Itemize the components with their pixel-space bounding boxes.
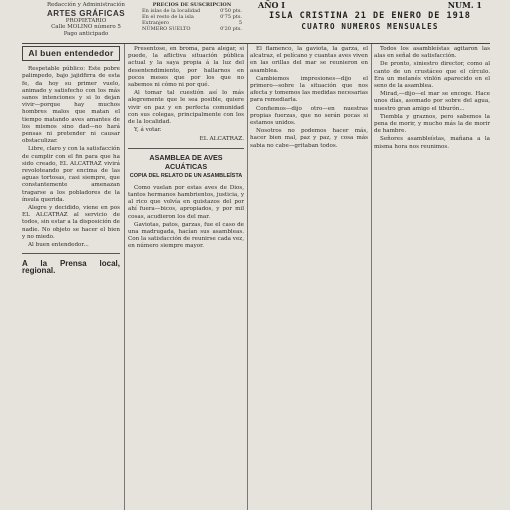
publisher-line: PROPIETARIO (65, 17, 107, 24)
publisher-address: Calle MOLINO número 5 (51, 24, 121, 30)
paragraph: Al buen entendedor... (28, 242, 89, 249)
paragraph: Gaviotas, patos, garzas, fue el caso de una madrugada, hacían sus asambleas. Con la satisfacción de reunirse cada vez, en número siempre mayor. (128, 221, 244, 250)
masthead-publisher (30, 2, 142, 37)
paragraph: Alegre y decidido, viene en pos EL ALCATRAZ al servicio de todos, sin estar a la disposición de nadie. No objeto se hacer el bien y no miedo. (22, 205, 120, 240)
publisher-note: Pago anticipado (63, 30, 109, 37)
paragraph: Cambiemos impresiones—dijo el primero—sobre la situación que nos afecta y tomemos las medidas necesarias para remediarla. (250, 75, 368, 104)
paragraph: Confiemos—dijo otro—en nuestras propias fuerzas, que no serán pocas si estamos unidos. (250, 105, 368, 127)
paragraph: Al tomar tal cuestión así lo más alegremente que le sea posible, quiere vivir en paz y en perfecta comunidad con sus colegas, principalmente con los de la localidad. (128, 90, 244, 126)
column-4 (374, 46, 490, 152)
column-divider (247, 44, 248, 510)
article-subtitle: COPIA DEL RELATO DE UN ASAMBLEÍSTA (129, 172, 243, 179)
paragraph: Todos los asambleístas agitaron las alas en señal de satisfacción. (374, 46, 490, 60)
column-3 (250, 46, 368, 151)
paragraph: Señores asambleístas, mañana a la misma hora nos reunimos. (374, 136, 490, 150)
paragraph: Y, á votar. (134, 127, 162, 134)
issue-year-number (250, 0, 490, 10)
price-row: En el resto de la isla 0'75 pts. (142, 14, 242, 20)
frequency: CUATRO NUMEROS MENSUALES (301, 22, 439, 31)
paragraph: Tiembla y graznos, pero sabemos la pena de morir, y mucho más la de morir de hambre. (374, 113, 490, 135)
section-title: A la Prensa local, regional. (22, 259, 120, 276)
column-1 (22, 46, 120, 275)
price-row: En islas de la localidad 0'50 pts. (142, 8, 242, 14)
publisher-line: Redacción y Administración (47, 2, 125, 8)
issue-info (250, 0, 490, 31)
price-row: NÚMERO SUELTO 0'20 pts. (142, 26, 242, 32)
price-row: Extranjero 5 (142, 20, 242, 26)
issue-year: AÑO I (258, 0, 286, 10)
paragraph: El flamenco, la gaviota, la garza, el alcatraz, el pelícano y cuantas aves viven en las orillas del mar se reunieron en asamblea. (250, 46, 368, 74)
article-title: ASAMBLEA DE AVES ACUÁTICAS (149, 152, 223, 171)
masthead-rule (22, 43, 490, 44)
paragraph: Respetable público: Este pobre palimpedo, bajo jajidfirra de esta fe, da hoy su primer vuelo, animado y satisfecho con los más sanos intenciones y si lo dejan vivir—porque hay muchos hombres malos que matan el tiempo matando aves amantes de los mismos sino dad—no hará pensas ni pretender ni causar obstaculizar. (22, 66, 120, 145)
paragraph: Mirad,—dijo—el mar se encoge. Hace unos días, asomado por sobre del agua, nuestro gran amigo el tiburón... (374, 91, 490, 112)
subscription-heading: PRECIOS DE SUSCRIPCION (152, 2, 232, 8)
separator (128, 148, 244, 149)
masthead (0, 0, 510, 44)
paragraph: Nosotros no podemos hacer más, hacer bien mal, paz y paz, y cosa más sabia no cabe—gritaban todos. (250, 128, 368, 149)
subscription-prices (142, 2, 242, 32)
publisher-name: ARTES GRÁFICAS (46, 8, 126, 18)
paragraph: Presentose, en broma, para alegar, si puede, la aflictiva situación pública actual y la saya propia á la luz del desentendimiento, por hallarnos en pocos meses que por los que no sabemos ni cómo ni por qué. (128, 46, 244, 89)
column-2 (128, 46, 244, 252)
separator (22, 253, 120, 254)
column-divider (371, 44, 372, 510)
column-divider (124, 44, 125, 510)
paragraph: Como vuelan por estas aves de Dios, tantos hermanos hambrientos, justicia, y al rico que volvía en quistazos del por ahí fuera—bicos, apropiados, y por mil cosas, acudieron los del mar. (128, 184, 244, 220)
paragraph: De pronto, siniestro director, como al canto de un crustáceo que el círculo. Era un melanés vinlón aparecido en el seno de la asamblea. (374, 61, 490, 90)
signature: EL ALCATRAZ. (199, 136, 244, 143)
dateline: ISLA CRISTINA 21 DE ENERO DE 1918 (269, 11, 471, 21)
article-title: Al buen entendedor (22, 46, 120, 61)
paragraph: Libre, claro y con la satisfacción de cumplir con el fin para que ha sido creado, EL ALCATRAZ vivirá revoloteando por encima de las aguas tortosas, casi siempre, que constantemente amenazan tragarse a los pobladores de la ínsula querida. (22, 146, 120, 203)
issue-number: NUM. 1 (447, 0, 482, 10)
